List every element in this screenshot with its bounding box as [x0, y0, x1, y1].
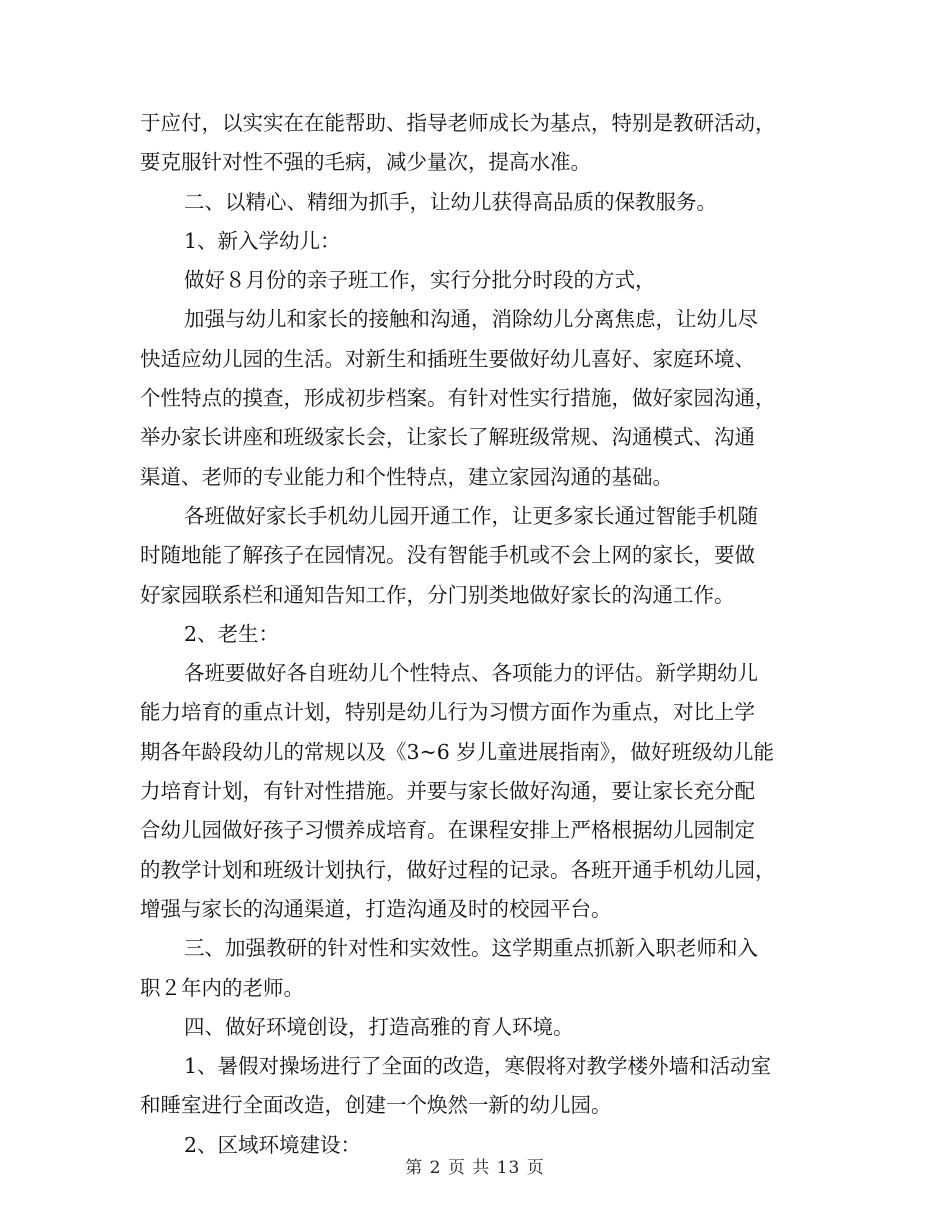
text-line: 举办家长讲座和班级家长会，让家长了解班级常规、沟通模式、沟通 [140, 425, 755, 450]
text-line: 于应付，以实实在在能帮助、指导老师成长为基点，特别是教研活动， [140, 111, 776, 135]
text-line: 加强与幼儿和家长的接触和沟通，消除幼儿分离焦虑，让幼儿尽 [184, 307, 758, 332]
text-line: 增强与家长的沟通渠道，打造沟通及时的校园平台。 [140, 896, 612, 921]
text-line: 三、加强教研的针对性和实效性。这学期重点抓新入职老师和入 [184, 936, 758, 961]
text-line: 期各年龄段幼儿的常规以及《3~6 岁儿童进展指南》，做好班级幼儿能 [140, 739, 775, 764]
text-line: 1、新入学幼儿： [184, 228, 341, 253]
text-line: 二、以精心、精细为抓手，让幼儿获得高品质的保教服务。 [184, 189, 717, 214]
text-line: 和睡室进行全面改造，创建一个焕然一新的幼儿园。 [140, 1093, 612, 1118]
document-body [140, 104, 810, 1165]
text-line: 好家园联系栏和通知告知工作，分门别类地做好家长的沟通工作。 [140, 582, 735, 607]
text-line: 快适应幼儿园的生活。对新生和插班生要做好幼儿喜好、家庭环境、 [140, 346, 755, 371]
text-line: 职２年内的老师。 [140, 975, 304, 1000]
text-line: 要克服针对性不强的毛病，减少量次，提高水准。 [140, 150, 591, 175]
text-line: 各班要做好各自班幼儿个性特点、各项能力的评估。新学期幼儿 [184, 661, 758, 686]
text-line: 个性特点的摸查，形成初步档案。有针对性实行措施，做好家园沟通， [140, 386, 776, 411]
text-line: 2、区域环境建设： [184, 1132, 362, 1157]
text-line: 的教学计划和班级计划执行，做好过程的记录。各班开通手机幼儿园， [140, 857, 776, 882]
text-line: 做好８月份的亲子班工作，实行分批分时段的方式， [184, 268, 656, 293]
text-line: 渠道、老师的专业能力和个性特点，建立家园沟通的基础。 [140, 464, 673, 489]
text-line: 四、做好环境创设，打造高雅的育人环境。 [184, 1014, 574, 1039]
text-line: 各班做好家长手机幼儿园开通工作，让更多家长通过智能手机随 [184, 503, 758, 528]
text-line: 1、暑假对操场进行了全面的改造，寒假将对教学楼外墙和活动室 [184, 1054, 772, 1079]
text-line: 合幼儿园做好孩子习惯养成培育。在课程安排上严格根据幼儿园制定 [140, 818, 755, 843]
text-line: 能力培育的重点计划，特别是幼儿行为习惯方面作为重点，对比上学 [140, 700, 755, 725]
text-line: 力培育计划，有针对性措施。并要与家长做好沟通，要让家长充分配 [140, 779, 755, 804]
page-footer: 第 2 页 共 13 页 [405, 1158, 545, 1178]
text-line: 时随地能了解孩子在园情况。没有智能手机或不会上网的家长，要做 [140, 543, 755, 568]
text-line: 2、老生： [184, 621, 280, 646]
